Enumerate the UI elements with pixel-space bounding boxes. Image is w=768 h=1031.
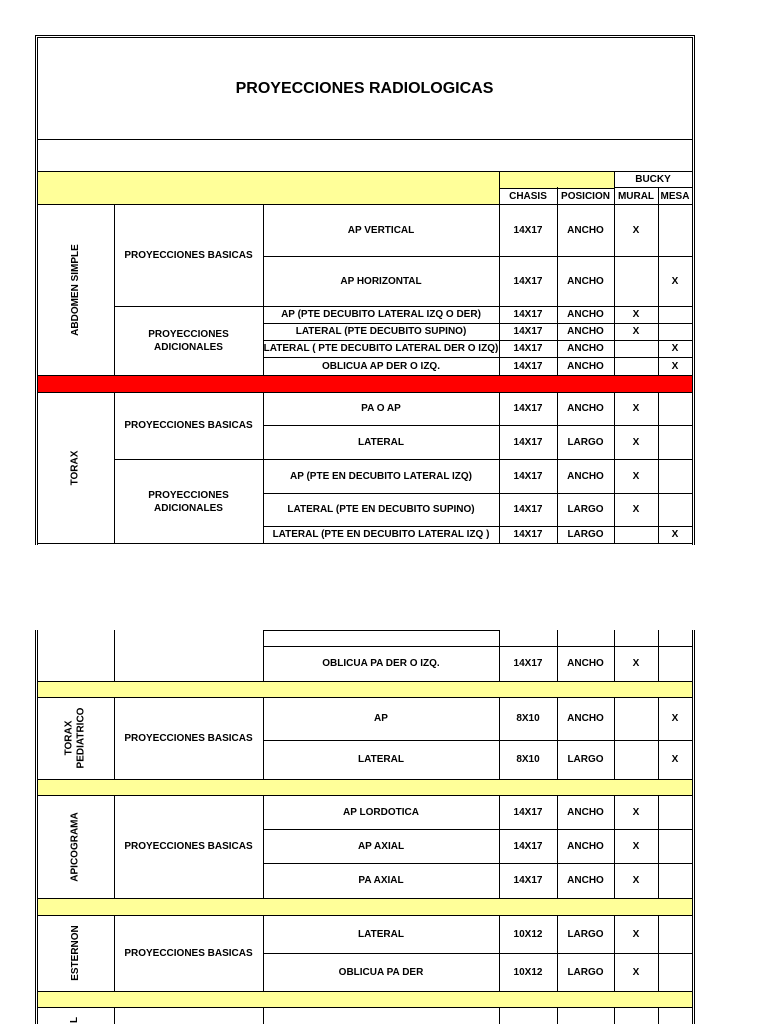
separator-fill xyxy=(37,991,692,1007)
chasis-cell: 8X10 xyxy=(516,754,540,765)
header-bucky: BUCKY xyxy=(635,173,671,185)
mural-cell: X xyxy=(632,928,640,940)
chasis-cell: 14X17 xyxy=(513,326,543,337)
mesa-cell xyxy=(658,392,692,425)
posicion-cell: LARGO xyxy=(567,754,604,765)
mesa-cell xyxy=(658,306,692,323)
chasis-cell: 14X17 xyxy=(513,529,543,540)
mural-cell xyxy=(614,256,658,306)
section-abdomen-simple: ABDOMEN SIMPLE xyxy=(69,243,81,336)
header-chasis: CHASIS xyxy=(509,190,547,202)
projection-cell: PA AXIAL xyxy=(358,875,404,886)
posicion-cell: ANCHO xyxy=(567,806,604,818)
mural-cell: X xyxy=(632,658,640,669)
mesa-cell xyxy=(658,953,692,991)
header-mesa: MESA xyxy=(660,190,690,202)
projection-cell: AP (PTE DECUBITO LATERAL IZQ O DER) xyxy=(281,309,481,320)
mural-cell: X xyxy=(632,326,640,337)
separator-fill xyxy=(37,898,692,915)
posicion-cell: ANCHO xyxy=(567,224,604,236)
mural-cell xyxy=(614,526,658,543)
mural-cell xyxy=(614,357,658,375)
posicion-cell: ANCHO xyxy=(567,360,604,372)
mesa-cell: X xyxy=(671,713,679,724)
projection-cell: AP LORDOTICA xyxy=(343,806,419,818)
projection-cell: OBLICUA PA DER xyxy=(338,966,424,978)
group-basicas: PROYECCIONES BASICAS xyxy=(124,249,253,261)
posicion-cell: ANCHO xyxy=(567,403,604,414)
mural-cell: X xyxy=(632,840,640,852)
mural-cell xyxy=(614,340,658,357)
projection-cell: LATERAL xyxy=(358,436,404,448)
projection-cell: AP HORIZONTAL xyxy=(340,275,422,287)
mesa-cell: X xyxy=(671,275,679,287)
header-fill-chasis xyxy=(499,171,614,188)
group-basicas: PROYECCIONES BASICAS xyxy=(124,947,253,959)
mesa-cell xyxy=(658,459,692,493)
chasis-cell: 14X17 xyxy=(513,224,543,236)
section-torax-pediatrico: TORAX PEDIATRICO xyxy=(63,707,87,769)
chasis-cell: 10X12 xyxy=(513,928,543,940)
mural-cell: X xyxy=(632,224,640,236)
section-apicograma: APICOGRAMA xyxy=(69,811,81,882)
chasis-cell: 14X17 xyxy=(513,275,543,287)
mural-cell: X xyxy=(632,966,640,978)
chasis-cell: 14X17 xyxy=(513,436,543,448)
posicion-cell: LARGO xyxy=(567,529,604,540)
projection-cell: LATERAL ( PTE DECUBITO LATERAL DER O IZQ) xyxy=(263,343,499,354)
posicion-cell: LARGO xyxy=(567,504,604,515)
mural-cell: X xyxy=(632,470,640,482)
mesa-cell xyxy=(658,795,692,829)
mesa-cell xyxy=(658,863,692,898)
projection-cell: PA O AP xyxy=(361,403,401,414)
chasis-cell: 14X17 xyxy=(513,360,543,372)
mesa-cell xyxy=(658,425,692,459)
projection-cell: AP VERTICAL xyxy=(347,224,415,236)
mural-cell: X xyxy=(632,875,640,886)
chasis-cell: 14X17 xyxy=(513,343,543,354)
posicion-cell: LARGO xyxy=(567,928,604,940)
projection-cell: AP AXIAL xyxy=(357,840,405,852)
posicion-cell: LARGO xyxy=(567,966,604,978)
chasis-cell: 14X17 xyxy=(513,470,543,482)
posicion-cell: ANCHO xyxy=(567,840,604,852)
posicion-cell: ANCHO xyxy=(567,470,604,482)
group-basicas: PROYECCIONES BASICAS xyxy=(124,420,253,431)
mural-cell: X xyxy=(632,403,640,414)
separator-fill xyxy=(37,779,692,795)
header-mural: MURAL xyxy=(617,190,655,202)
mural-cell: X xyxy=(632,806,640,818)
mesa-cell xyxy=(658,204,692,256)
group-adicionales: PROYECCIONES ADICIONALES xyxy=(148,328,229,353)
projection-cell: AP (PTE EN DECUBITO LATERAL IZQ) xyxy=(289,470,473,482)
chasis-cell: 14X17 xyxy=(513,504,543,515)
separator-fill xyxy=(37,681,692,697)
projection-cell: LATERAL (PTE DECUBITO SUPINO) xyxy=(295,326,467,337)
posicion-cell: ANCHO xyxy=(567,275,604,287)
mural-cell xyxy=(614,740,658,779)
mesa-cell xyxy=(658,323,692,340)
projection-cell: AP xyxy=(374,713,388,724)
mural-cell: X xyxy=(632,504,640,515)
chasis-cell: 10X12 xyxy=(513,966,543,978)
mesa-cell xyxy=(658,915,692,953)
mesa-cell: X xyxy=(671,529,679,540)
mesa-cell xyxy=(658,493,692,526)
projection-cell: LATERAL (PTE EN DECUBITO LATERAL IZQ ) xyxy=(272,529,490,540)
section-separator-red xyxy=(37,375,693,392)
chasis-cell: 14X17 xyxy=(513,403,543,414)
posicion-cell: ANCHO xyxy=(567,326,604,337)
section-torax: TORAX xyxy=(69,450,81,486)
section-partial: L xyxy=(69,1016,81,1024)
posicion-cell: ANCHO xyxy=(567,343,604,354)
chasis-cell: 14X17 xyxy=(513,875,543,886)
chasis-cell: 14X17 xyxy=(513,309,543,320)
section-esternon: ESTERNON xyxy=(69,925,81,981)
chasis-cell: 14X17 xyxy=(513,840,543,852)
group-basicas: PROYECCIONES BASICAS xyxy=(124,732,253,744)
mesa-cell: X xyxy=(671,343,679,354)
mural-cell xyxy=(614,697,658,740)
posicion-cell: ANCHO xyxy=(567,658,604,669)
mesa-cell: X xyxy=(671,360,679,372)
chasis-cell: 8X10 xyxy=(516,713,540,724)
header-fill xyxy=(37,171,499,204)
posicion-cell: ANCHO xyxy=(567,875,604,886)
mesa-cell: X xyxy=(671,754,679,765)
group-basicas: PROYECCIONES BASICAS xyxy=(124,841,253,852)
mural-cell: X xyxy=(632,436,640,448)
mural-cell: X xyxy=(632,309,640,320)
projection-cell: LATERAL (PTE EN DECUBITO SUPINO) xyxy=(287,504,475,515)
group-adicionales: PROYECCIONES ADICIONALES xyxy=(148,489,229,514)
sheet-title: PROYECCIONES RADIOLOGICAS xyxy=(235,79,494,97)
mesa-cell xyxy=(658,646,692,681)
chasis-cell: 14X17 xyxy=(513,658,543,669)
projection-cell: OBLICUA AP DER O IZQ. xyxy=(322,360,440,372)
chasis-cell: 14X17 xyxy=(513,806,543,818)
posicion-cell: ANCHO xyxy=(567,713,604,724)
posicion-cell: LARGO xyxy=(567,436,604,448)
posicion-cell: ANCHO xyxy=(567,309,604,320)
header-posicion: POSICION xyxy=(561,190,610,202)
mesa-cell xyxy=(658,829,692,863)
projection-cell: LATERAL xyxy=(358,754,404,765)
projection-cell: LATERAL xyxy=(358,928,404,940)
projection-cell: OBLICUA PA DER O IZQ. xyxy=(322,658,440,669)
